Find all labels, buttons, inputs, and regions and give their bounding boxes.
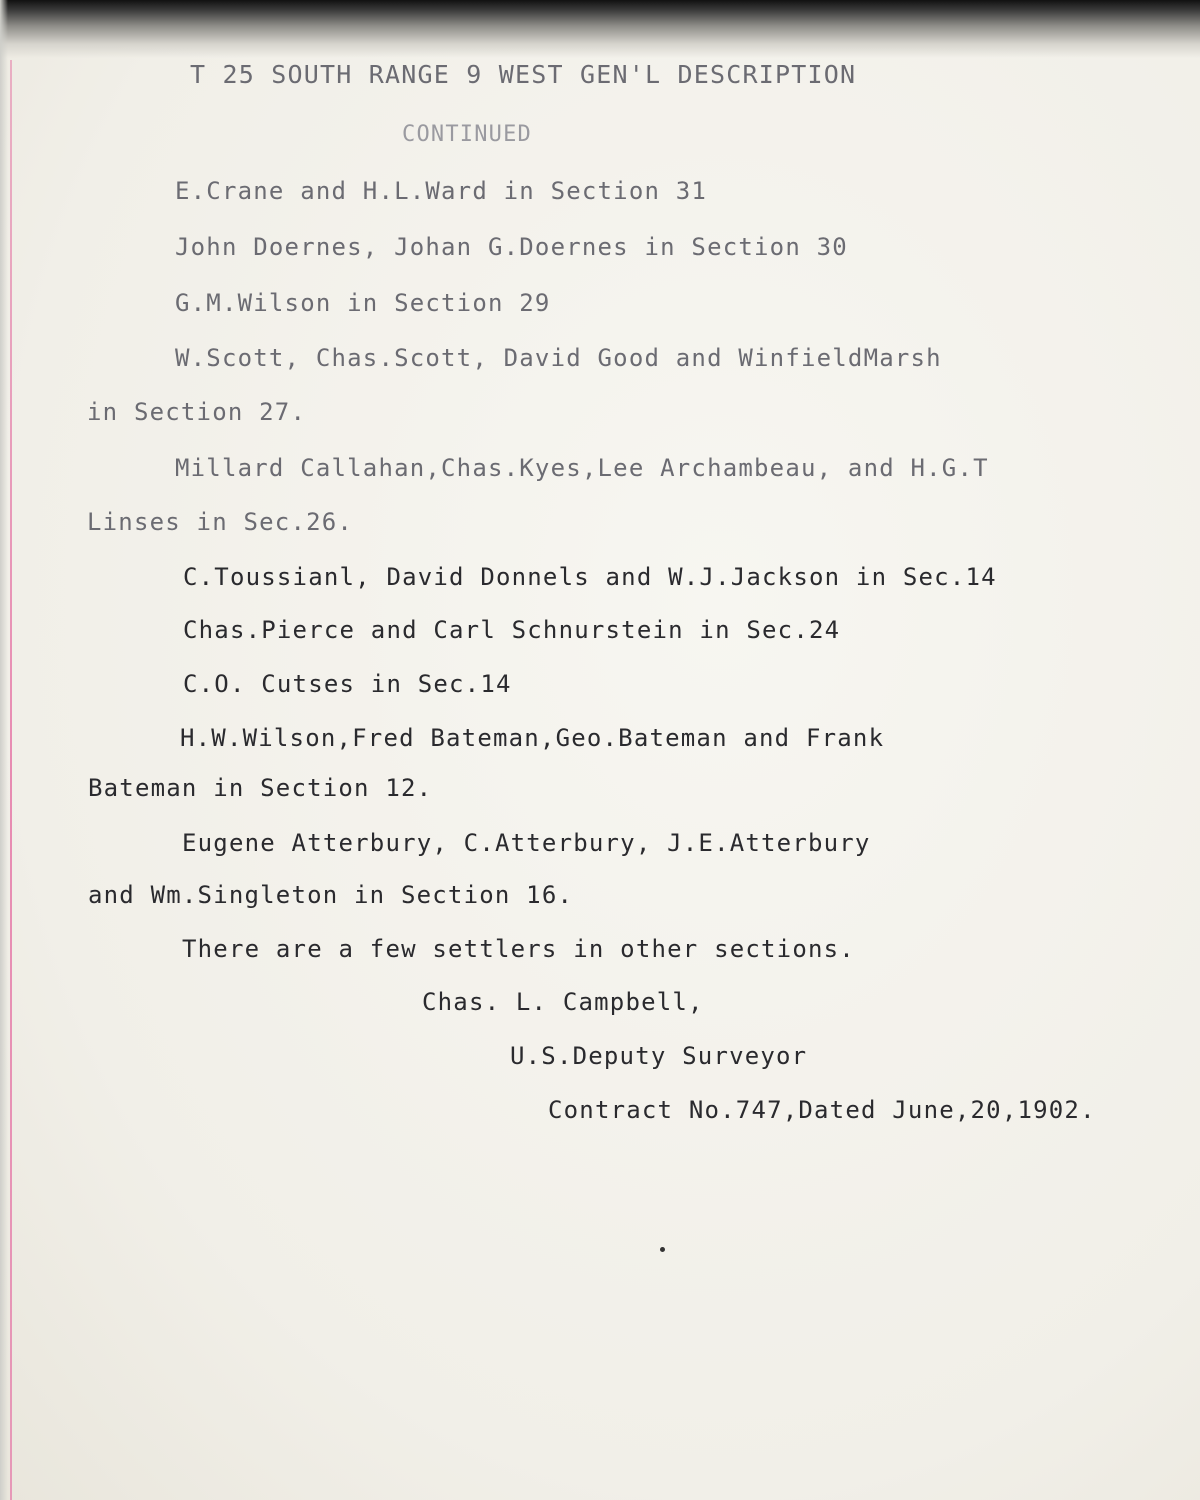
signature-contract: Contract No.747,Dated June,20,1902. bbox=[548, 1096, 1096, 1124]
text-line: H.W.Wilson,Fred Bateman,Geo.Bateman and Frank bbox=[180, 724, 885, 752]
text-line: and Wm.Singleton in Section 16. bbox=[88, 881, 574, 909]
text-line: in Section 27. bbox=[87, 398, 307, 426]
text-line: Linses in Sec.26. bbox=[87, 508, 354, 536]
text-line: There are a few settlers in other sections. bbox=[182, 935, 855, 963]
text-line: Bateman in Section 12. bbox=[88, 774, 433, 802]
text-line: Chas.Pierce and Carl Schnurstein in Sec.24 bbox=[183, 616, 841, 644]
text-line: W.Scott, Chas.Scott, David Good and WinfieldMarsh bbox=[175, 344, 942, 372]
text-line: C.O. Cutses in Sec.14 bbox=[183, 670, 512, 698]
document-subheading: CONTINUED bbox=[402, 122, 533, 147]
text-line: Eugene Atterbury, C.Atterbury, J.E.Atterbury bbox=[182, 829, 871, 857]
text-line: Millard Callahan,Chas.Kyes,Lee Archambeau, and H.G.T bbox=[175, 454, 989, 482]
ink-dot bbox=[660, 1247, 665, 1252]
text-line: E.Crane and H.L.Ward in Section 31 bbox=[175, 177, 708, 205]
document-heading: T 25 SOUTH RANGE 9 WEST GEN'L DESCRIPTION bbox=[190, 60, 857, 89]
margin-line bbox=[10, 60, 12, 1500]
text-line: John Doernes, Johan G.Doernes in Section 30 bbox=[175, 233, 848, 261]
signature-title: U.S.Deputy Surveyor bbox=[510, 1042, 808, 1070]
text-line: G.M.Wilson in Section 29 bbox=[175, 289, 551, 317]
signature-name: Chas. L. Campbell, bbox=[422, 988, 704, 1016]
scan-top-shadow bbox=[0, 0, 1200, 58]
text-line: C.Toussianl, David Donnels and W.J.Jackson in Sec.14 bbox=[183, 563, 997, 591]
scan-left-edge bbox=[0, 0, 8, 1500]
